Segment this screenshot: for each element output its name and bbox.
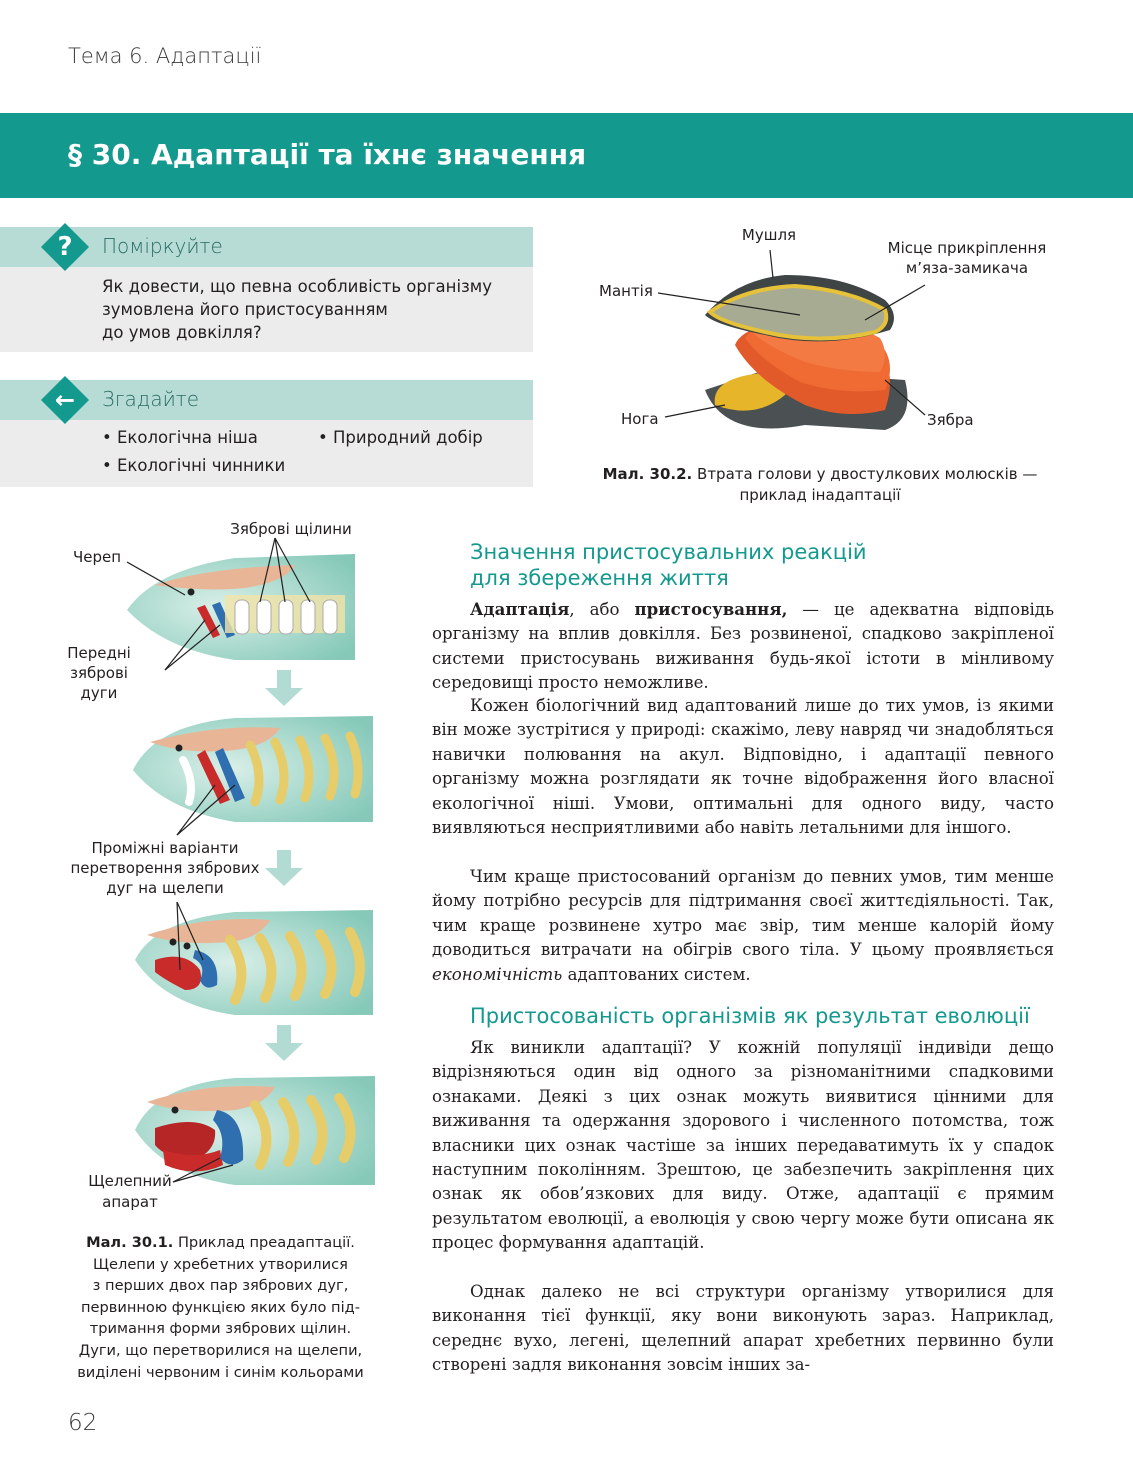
label-muscle-attachment-2: м’яза-замикача [905, 259, 1029, 277]
arrow-left-icon: ← [54, 386, 76, 414]
label-jaw-apparatus: Щелепний [88, 1172, 172, 1190]
caption-label: Мал. 30.1. [86, 1234, 174, 1251]
gill-arch [323, 600, 337, 634]
caption-label: Мал. 30.2. [602, 465, 693, 483]
question-icon: ? [57, 232, 73, 262]
caption-text: первинною функцією яких було під- [80, 1298, 361, 1316]
label-intermediate-3: дуг на щелепи [106, 879, 224, 897]
recall-item: • Екологічна ніша [102, 428, 258, 447]
caption-text: Приклад преадаптації. [173, 1234, 355, 1251]
label-gill-slits: Зяброві щілини [230, 520, 352, 538]
text-run: Кожен біологічний вид адаптований лише до тих умов, із якими він може зустрітися у природі: скажімо, леву навряд чи знадобляться навички полювання на акул. Відповідно, і адаптації певного організму можна розглядати як точне відображення його власної екологічної ніші. Умови, оптимальні для одного виду, часто виявляються несприятливими або навіть летальними для іншого. [432, 696, 1054, 838]
figure-30-2-caption [585, 464, 1055, 506]
subheading-1 [470, 539, 867, 591]
text-run: адаптованих систем. [562, 964, 751, 984]
question-line: Як довести, що певна особливість організму [102, 277, 493, 296]
recall-item: • Природний добір [318, 428, 483, 447]
stage-1-jawless [127, 538, 355, 670]
recall-box-label: Згадайте [102, 387, 200, 411]
question-line: зумовлена його пристосуванням [102, 300, 388, 319]
text-run: Як виникли адаптації? У кожній популяції індивіди дещо відрізняються один від одного за різноманітними спадковими ознаками. Деякі з цих ознак можуть виявитися цінними для виживання та одержання здорового і численного потомства, тож власники цих ознак частіше за інших передаватимуть їх у спадок наступним поколінням. Зрештою, це забезпечить закріплення цих ознак як обов’язкових для виду. Отже, адаптації є прямим результатом еволюції, а еволюція у свою чергу може бути описана як процес формування адаптацій. [432, 1038, 1054, 1253]
eye [184, 943, 191, 950]
figure-30-1-jaw-evolution [55, 510, 400, 1225]
label-mantle: Мантія [599, 282, 653, 300]
caption-text: виділені червоним і синім кольорами [77, 1363, 364, 1381]
label-muscle-attachment: Місце прикріплення [887, 239, 1047, 257]
caption-text: приклад інадаптації [739, 486, 901, 504]
subheading-line: для збереження життя [470, 566, 729, 590]
label-jaw-apparatus-2: апарат [102, 1193, 158, 1211]
stage-2-intermediate [133, 716, 373, 835]
leader-line [665, 405, 725, 417]
eye [172, 1107, 179, 1114]
page-title: § 30. Адаптації та їхнє значення [68, 138, 587, 171]
caption-text: тримання форми зябрових щілин. [89, 1320, 352, 1338]
subheading-line: Значення пристосувальних реакцій [470, 540, 867, 564]
think-box [0, 227, 533, 352]
paragraph [432, 597, 1054, 696]
question-line: до умов довкілля? [102, 323, 262, 342]
paragraph-title-bar [0, 113, 1133, 198]
emphasis: економічність [432, 964, 563, 984]
paragraph [432, 1280, 1054, 1378]
subheading-2: Пристосованість організмів як результат еволюції [470, 1004, 1030, 1028]
label-skull: Череп [73, 548, 122, 566]
eye [176, 745, 183, 752]
paragraph [432, 1036, 1054, 1256]
label-front-arches: Передні [67, 644, 131, 662]
caption-text: Щелепи у хребетних утворилися [93, 1255, 348, 1273]
gill-arch [301, 600, 315, 634]
caption-text: з перших двох пар зябрових дуг, [92, 1277, 349, 1295]
label-foot: Нога [621, 410, 659, 428]
think-box-question [102, 275, 512, 344]
label-gill: Зябра [927, 411, 974, 429]
figure-30-1-caption [58, 1232, 383, 1383]
down-arrow-icon [265, 1025, 303, 1061]
paragraph [432, 694, 1054, 840]
recall-item: • Екологічні чинники [102, 456, 286, 475]
stage-4-jaw-apparatus [135, 1076, 375, 1185]
down-arrow-icon [265, 670, 303, 706]
gill-arch [235, 600, 249, 634]
caption-text: Дуги, що перетворилися на щелепи, [78, 1341, 363, 1359]
label-shell: Мушля [741, 226, 797, 244]
leader-line [770, 250, 773, 278]
eye [170, 939, 177, 946]
recall-box-header [0, 380, 533, 420]
paragraph [432, 865, 1054, 987]
running-head: Тема 6. Адаптації [68, 44, 262, 68]
think-box-header [0, 227, 533, 267]
think-box-label: Поміркуйте [102, 234, 223, 258]
term: пристосування, [634, 599, 788, 619]
recall-box [0, 380, 533, 487]
down-arrow-icon [265, 850, 303, 886]
text-run: Чим краще пристосований організм до певних умов, тим менше йому потрібно ресурсів для підтримання своєї життєдіяльності. Так, чим краще розвинене хутро має звір, тим менше калорій йому доводиться витрачати на обігрів свого тіла. У цьому проявляється [432, 867, 1054, 960]
label-front-arches-3: дуги [80, 684, 118, 702]
stage-3-early-jaw [135, 902, 373, 1015]
eye [188, 589, 195, 596]
text-run: Однак далеко не всі структури організму утворилися для виконання тієї функції, яку вони виконують зараз. Наприклад, середнє вухо, легені, щелепний апарат хребетних первинно були створені задля виконання зовсім інших за- [432, 1282, 1054, 1375]
page-number: 62 [68, 1410, 98, 1436]
label-intermediate: Проміжні варіанти [91, 839, 239, 857]
label-intermediate-2: перетворення зябрових [70, 859, 260, 877]
gill-arch [279, 600, 293, 634]
label-front-arches-2: зяброві [70, 664, 128, 682]
text-run: — це адекватна відповідь організму на вплив довкілля. Без розвиненої, спадково закріпленої системи пристосувань виживання будь-якої істоти в мінливому середовищі просто неможливе. [432, 600, 1055, 693]
gill-arch [257, 600, 271, 634]
term: Адаптація [470, 599, 570, 619]
caption-text: Втрата голови у двостулкових молюсків — [692, 465, 1038, 483]
text-run: , або [569, 600, 635, 619]
figure-30-2-mollusc [585, 220, 1065, 460]
